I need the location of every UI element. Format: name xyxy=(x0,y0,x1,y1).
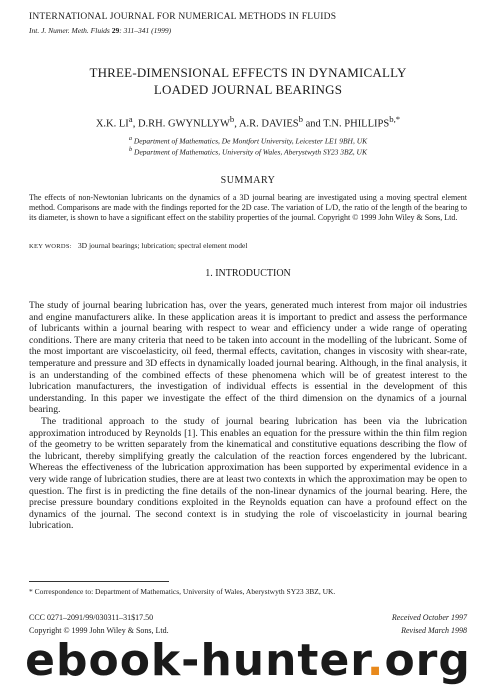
author-4-affil: b,* xyxy=(389,114,401,124)
journal-citation xyxy=(29,26,171,35)
introduction-heading: 1. INTRODUCTION xyxy=(205,268,291,279)
author-2: , D.RH. GWYNLLYW xyxy=(132,118,230,130)
title-line-1: THREE-DIMENSIONAL EFFECTS IN DYNAMICALLY xyxy=(89,65,407,80)
summary-body: The effects of non-Newtonian lubricants on the dynamics of a 3D journal bearing are investigated using a moving spectral element method. Comparisons are made with the findings reported for the 2D case. The variation of L/D, the ratio of the length of the bearing to its diameter, is shown to have a significant effect on the stability properties of the journal. Copyright © 1999 John Wiley & Sons, Ltd. xyxy=(29,193,467,223)
author-4: and T.N. PHILLIPS xyxy=(302,118,390,130)
author-list xyxy=(29,114,467,130)
copyright-line: Copyright © 1999 John Wiley & Sons, Ltd. xyxy=(29,626,169,635)
paper-title xyxy=(29,64,467,98)
intro-paragraph-1: The study of journal bearing lubrication has, over the years, generated much interest from major oil industries and engine manufacturers alike. In these application areas it is important to predict and assess the performance of lubricants within a journal bearing with respect to wear and efficiency under a wide range of operating conditions. There are many criteria that need to be taken into account in the modelling of the lubricant. Some of the most important are viscoelasticity, oil feed, thermal effects, cavitation, changes in viscosity with shear-rate, temperature and pressure and 3D effects in dynamically loaded journal bearing. Although, in the final analysis, it is an understanding of the combined effects of these phenomena which will be of greatest interest to the lubrication manufacturers, the investigation of individual effects is essential in the development of this understanding. In this paper we investigate the effect of the third dimension on the dynamics of a journal bearing. xyxy=(29,300,467,416)
citation-suffix: : 311–341 (1999) xyxy=(119,26,172,35)
citation-prefix: Int. J. Numer. Meth. Fluids xyxy=(29,26,110,35)
affiliation-a xyxy=(29,135,467,146)
author-3: , A.R. DAVIES xyxy=(234,118,299,130)
affiliation-a-marker: a xyxy=(128,135,132,142)
journal-name: INTERNATIONAL JOURNAL FOR NUMERICAL METHODS IN FLUIDS xyxy=(29,12,337,22)
footnote-rule xyxy=(29,581,169,582)
watermark-dot: . xyxy=(366,635,385,686)
summary-heading: SUMMARY xyxy=(220,175,276,186)
watermark-part-2: org xyxy=(384,635,471,686)
watermark-part-1: ebook-hunter xyxy=(25,635,367,686)
intro-paragraph-2: The traditional approach to the study of journal bearing lubrication has been via the lubrication approximation introduced by Reynolds [1]. This enables an equation for the pressure within the thin film region of the geometry to be written separately from the kinematical and constitutive equations describing the flow of the lubricant, thereby simplifying greatly the calculation of the reaction forces engendered by the lubricant. Whereas the effectiveness of the lubrication approximation has been supported by experimental evidence in a very wide range of lubrication studies, there are at least two contexts in which the approximation may be open to question. The first is in predicting the fine details of the non-linear dynamics of the journal bearing. Here, the precise pressure boundary conditions exploited in the Reynolds equation can have a profound effect on the dynamics of the journal. The second context is in studying the role of viscoelasticity in journal bearing lubrication. xyxy=(29,415,467,532)
affiliation-b-text: Department of Mathematics, University of Wales, Aberystwyth SY23 3BZ, UK xyxy=(132,147,367,157)
citation-volume: 29 xyxy=(111,26,120,35)
keywords-label: KEY WORDS: xyxy=(29,243,72,250)
title-line-2: LOADED JOURNAL BEARINGS xyxy=(153,82,343,97)
author-3-affil: b xyxy=(298,114,303,124)
introduction-body xyxy=(29,300,467,532)
affiliation-b xyxy=(29,146,467,157)
affiliation-b-marker: b xyxy=(129,146,133,153)
watermark-banner xyxy=(0,636,496,686)
ccc-code: CCC 0271–2091/99/030311–31$17.50 xyxy=(29,613,154,622)
keywords-text: 3D journal bearings; lubrication; spectral element model xyxy=(77,241,248,250)
author-1: X.K. LI xyxy=(95,118,129,130)
affiliation-a-text: Department of Mathematics, De Montfort University, Leicester LE1 9BH, UK xyxy=(131,136,368,146)
received-date: Received October 1997 xyxy=(391,613,467,622)
author-2-affil: b xyxy=(229,114,235,124)
revised-date: Revised March 1998 xyxy=(401,626,467,635)
keywords xyxy=(29,241,467,250)
author-1-affil: a xyxy=(128,114,133,124)
correspondence-footnote: * Correspondence to: Department of Mathematics, University of Wales, Aberystwyth SY23 3BZ, UK. xyxy=(29,587,336,596)
